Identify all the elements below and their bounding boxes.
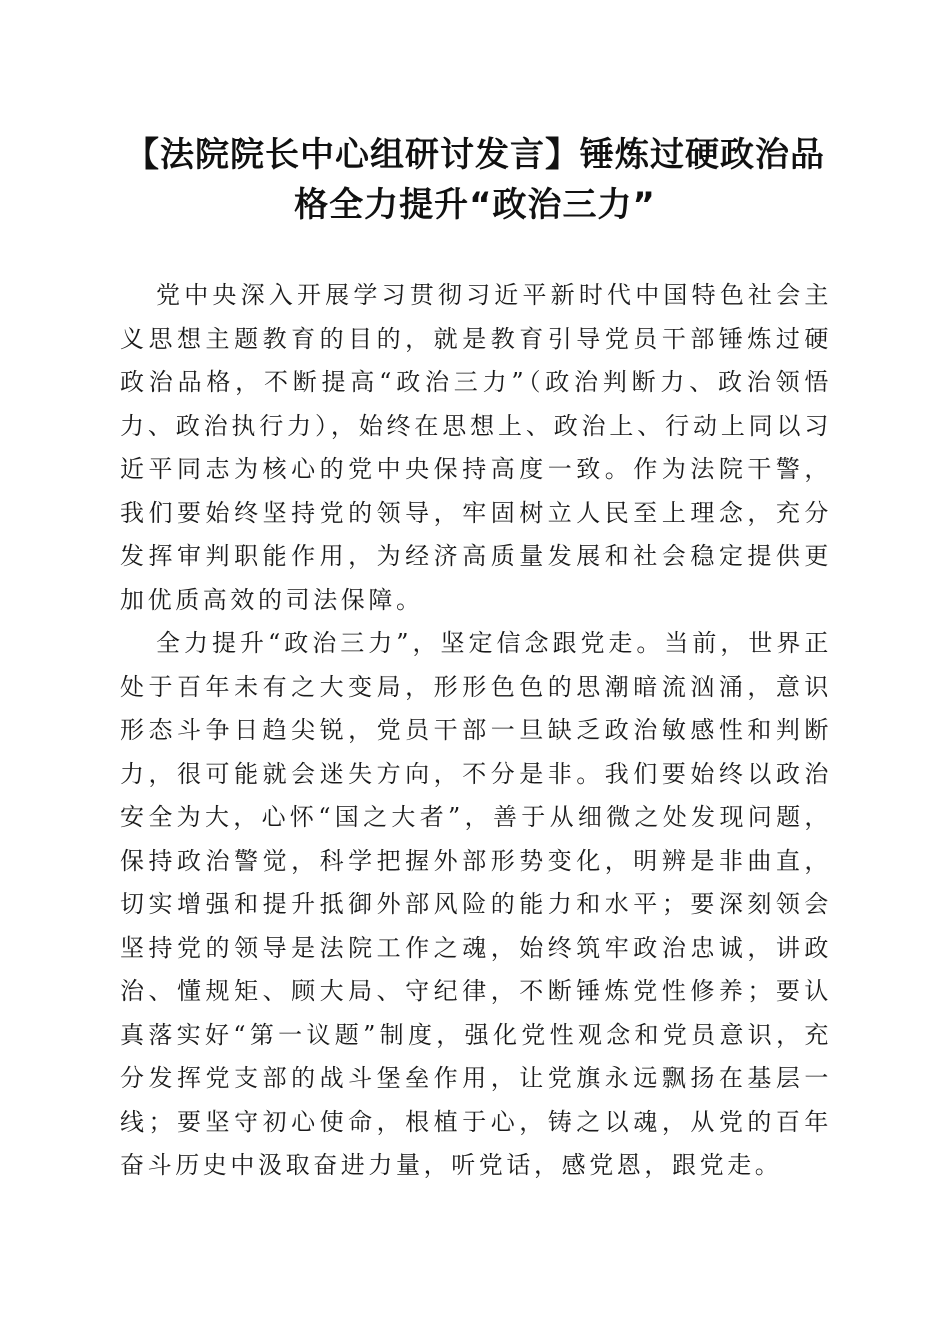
paragraph-intro: 党中央深入开展学习贯彻习近平新时代中国特色社会主义思想主题教育的目的，就是教育引导党员干部锤炼过硬政治品格，不断提高“政治三力”（政治判断力、政治领悟力、政治执行力），始终在思想上、政治上、行动上同以习近平同志为核心的党中央保持高度一致。作为法院干警，我们要始终坚持党的领导，牢固树立人民至上理念，充分发挥审判职能作用，为经济高质量发展和社会稳定提供更加优质高效的司法保障。 xyxy=(120,281,832,614)
title-line-2: 格全力提升“政治三力” xyxy=(294,185,656,225)
title-line-1: 【法院院长中心组研讨发言】锤炼过硬政治品 xyxy=(125,135,825,175)
paragraph-political-ability: 全力提升“政治三力”，坚定信念跟党走。当前，世界正处于百年未有之大变局，形形色色的思潮暗流汹涌，意识形态斗争日趋尖锐，党员干部一旦缺乏政治敏感性和判断力，很可能就会迷失方向，不分是非。我们要始终以政治安全为大，心怀“国之大者”，善于从细微之处发现问题，保持政治警觉，科学把握外部形势变化，明辨是非曲直，切实增强和提升抵御外部风险的能力和水平；要深刻领会坚持党的领导是法院工作之魂，始终筑牢政治忠诚，讲政治、懂规矩、顾大局、守纪律，不断锤炼党性修养；要认真落实好“第一议题”制度，强化党性观念和党员意识，充分发挥党支部的战斗堡垒作用，让党旗永远飘扬在基层一线；要坚守初心使命，根植于心，铸之以魂，从党的百年奋斗历史中汲取奋进力量，听党话，感党恩，跟党走。 xyxy=(120,629,832,1179)
document-body xyxy=(120,274,832,1188)
document-title xyxy=(100,130,850,230)
